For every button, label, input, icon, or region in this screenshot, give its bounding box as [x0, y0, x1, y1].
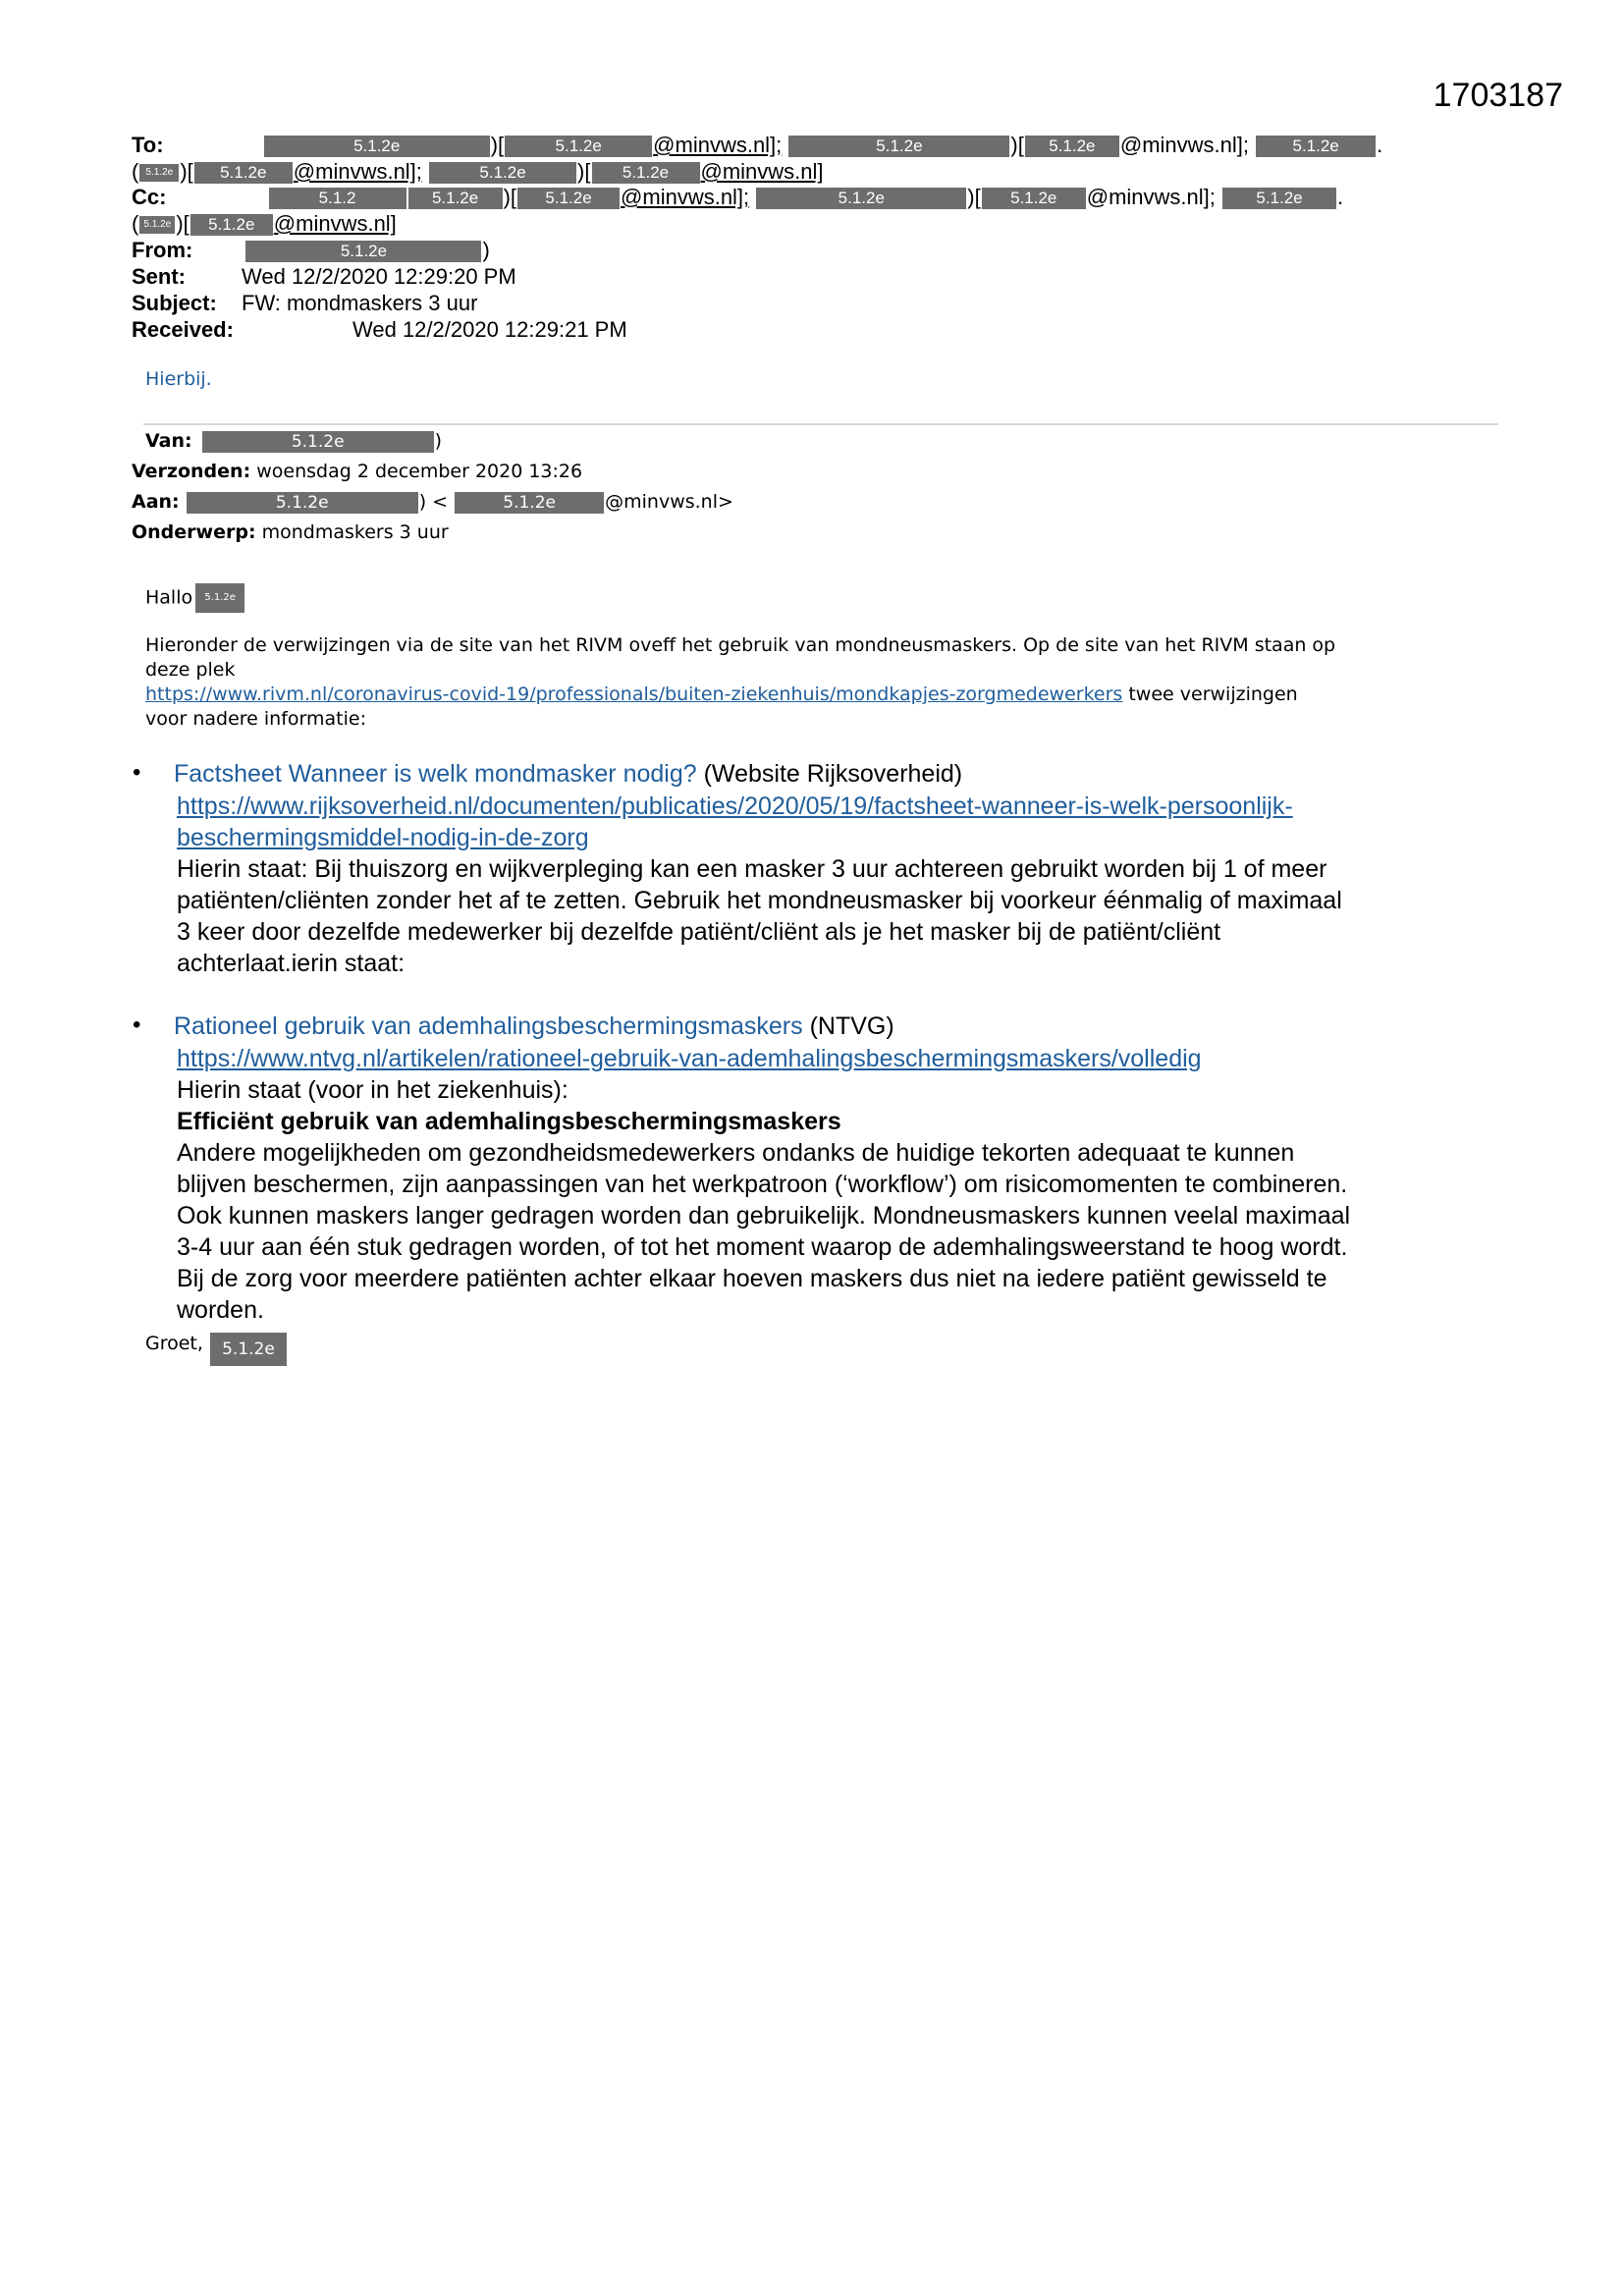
received-label: Received: — [132, 317, 234, 342]
onderwerp-value: mondmaskers 3 uur — [261, 521, 449, 543]
subject-label: Subject: — [132, 291, 217, 315]
intro-text: Hierbij. — [145, 368, 212, 390]
item2-line: blijven beschermen, zijn aanpassingen van het werkpatroon (‘workflow’) om risicomomenten te combineren. — [177, 1171, 1348, 1198]
aan-label: Aan: — [132, 491, 180, 513]
redaction: 5.1.2e — [139, 164, 179, 182]
dot: . — [1337, 185, 1344, 209]
email-domain: @minvws.nl]; — [621, 185, 750, 209]
redaction: 5.1.2e — [455, 492, 604, 514]
separator: )[ — [176, 211, 189, 236]
paren: ( — [132, 159, 139, 184]
cc-label: Cc: — [132, 185, 167, 209]
redaction: 5.1.2e — [210, 1333, 287, 1366]
item1-line: Hierin staat: Bij thuiszorg en wijkverpleging kan een masker 3 uur achtereen gebruikt worden bij 1 of meer — [177, 855, 1327, 883]
greeting-line — [145, 583, 245, 613]
item1-title[interactable]: Factsheet Wanneer is welk mondmasker nodig? — [174, 760, 697, 788]
received-line — [132, 316, 627, 343]
item2-line: Bij de zorg voor meerdere patiënten achter elkaar hoeven maskers dus niet na iedere patiënt gewisseld te — [177, 1265, 1327, 1292]
item2-line: Ook kunnen maskers langer gedragen worden dan gebruikelijk. Mondneusmaskers kunnen veelal maximaal — [177, 1202, 1351, 1230]
paren: ) — [434, 430, 443, 452]
paragraph-text: twee verwijzingen — [1128, 683, 1298, 705]
sent-label: Sent: — [132, 264, 186, 289]
redaction: 5.1.2e — [592, 162, 700, 184]
redaction: 5.1.2e — [264, 136, 490, 157]
redaction: 5.1.2e — [1256, 136, 1376, 157]
redaction: 5.1.2e — [187, 492, 418, 514]
bullet: • — [133, 1011, 141, 1038]
from-line — [132, 237, 490, 263]
redaction: 5.1.2e — [982, 188, 1086, 209]
paragraph-rivm — [145, 633, 1335, 732]
verzonden-label: Verzonden: — [132, 461, 251, 482]
paragraph-line: deze plek — [145, 659, 236, 681]
item1-source: (Website Rijksoverheid) — [703, 760, 963, 788]
verzonden-value: woensdag 2 december 2020 13:26 — [256, 461, 583, 482]
redaction: 5.1.2e — [1025, 136, 1119, 157]
paragraph-line: voor nadere informatie: — [145, 708, 366, 730]
separator: )[ — [577, 159, 591, 184]
paragraph-line: Hieronder de verwijzingen via de site van het RIVM oveff het gebruik van mondneusmaskers. Op de site van het RIVM staan op — [145, 634, 1336, 656]
redaction: 5.1.2e — [190, 214, 273, 236]
redaction: 5.1.2e — [202, 431, 434, 453]
item1-line: 3 keer door dezelfde medewerker bij dezelfde patiënt/cliënt als je het masker bij de patiënt/cliënt — [177, 918, 1221, 946]
redaction: 5.1.2e — [408, 188, 503, 209]
redaction: 5.1.2e — [195, 583, 244, 613]
item2-line: worden. — [177, 1296, 264, 1324]
paren: ( — [132, 211, 139, 236]
subject-value: FW: mondmaskers 3 uur — [242, 291, 478, 315]
van-line — [145, 430, 442, 453]
item1-line: achterlaat.ierin staat: — [177, 950, 406, 977]
dot: . — [1377, 133, 1383, 157]
email-domain: @minvws.nl]; — [1086, 185, 1216, 209]
cc-line-2 — [132, 210, 397, 237]
item2-body — [177, 1043, 1350, 1326]
sent-value: Wed 12/2/2020 12:29:20 PM — [242, 264, 516, 289]
divider — [143, 423, 1498, 425]
separator: )[ — [503, 185, 517, 209]
separator: )[ — [180, 159, 193, 184]
aan-line — [132, 491, 733, 514]
verzonden-line — [132, 461, 582, 482]
closing: Groet, — [145, 1333, 203, 1354]
to-label: To: — [132, 133, 164, 157]
aan-domain: @minvws.nl> — [605, 491, 733, 513]
separator: )[ — [967, 185, 981, 209]
item2-source: (NTVG) — [809, 1012, 894, 1040]
document-number: 1703187 — [1433, 77, 1563, 114]
item1-title-line — [174, 758, 962, 790]
separator: ) < — [418, 491, 449, 513]
onderwerp-label: Onderwerp: — [132, 521, 256, 543]
email-domain: @minvws.nl]; — [293, 159, 422, 184]
separator: )[ — [1010, 133, 1024, 157]
rivm-link[interactable]: https://www.rivm.nl/coronavirus-covid-19/professionals/buiten-ziekenhuis/mondkapjes-zorgmedewerkers — [145, 683, 1123, 705]
greeting: Hallo — [145, 586, 193, 609]
redaction: 5.1.2e — [1222, 188, 1336, 209]
redaction: 5.1.2e — [245, 241, 481, 262]
item2-line: 3-4 uur aan één stuk gedragen worden, of tot het moment waarop de ademhalingsweerstand te hoog wordt. — [177, 1233, 1348, 1261]
redaction: 5.1.2e — [788, 136, 1009, 157]
item2-line: Andere mogelijkheden om gezondheidsmedewerkers ondanks de huidige tekorten adequaat te kunnen — [177, 1139, 1295, 1167]
item2-title-line — [174, 1011, 894, 1042]
redaction: 5.1.2 — [269, 188, 406, 209]
separator: )[ — [490, 133, 505, 157]
closing-line — [145, 1333, 288, 1366]
cc-line-1 — [132, 184, 1343, 210]
to-line-1 — [132, 132, 1382, 158]
email-domain: @minvws.nl]; — [653, 133, 783, 157]
redaction: 5.1.2e — [194, 162, 293, 184]
van-label: Van: — [145, 430, 192, 452]
item2-heading: Efficiënt gebruik van ademhalingsbeschermingsmaskers — [177, 1108, 841, 1135]
item1-body — [177, 791, 1342, 979]
redaction: 5.1.2e — [517, 188, 620, 209]
item2-intro: Hierin staat (voor in het ziekenhuis): — [177, 1076, 568, 1104]
redaction: 5.1.2e — [505, 136, 652, 157]
to-line-2 — [132, 158, 824, 185]
item1-url-line[interactable]: https://www.rijksoverheid.nl/documenten/publicaties/2020/05/19/factsheet-wanneer-is-welk-persoonlijk- — [177, 793, 1293, 820]
email-domain: @minvws.nl] — [273, 211, 397, 236]
bullet: • — [133, 759, 141, 786]
received-value: Wed 12/2/2020 12:29:21 PM — [352, 317, 627, 342]
item2-title[interactable]: Rationeel gebruik van ademhalingsbeschermingsmaskers — [174, 1012, 803, 1040]
email-domain: @minvws.nl] — [700, 159, 824, 184]
item2-url[interactable]: https://www.ntvg.nl/artikelen/rationeel-gebruik-van-ademhalingsbeschermingsmaskers/volledig — [177, 1045, 1202, 1072]
item1-line: patiënten/cliënten zonder het af te zetten. Gebruik het mondneusmasker bij voorkeur éénmalig of maximaal — [177, 887, 1342, 914]
redaction: 5.1.2e — [756, 188, 966, 209]
from-label: From: — [132, 238, 193, 262]
item1-url-line[interactable]: beschermingsmiddel-nodig-in-de-zorg — [177, 824, 589, 851]
redaction: 5.1.2e — [139, 216, 175, 234]
subject-line — [132, 290, 477, 316]
onderwerp-line — [132, 521, 449, 543]
email-domain: @minvws.nl]; — [1119, 133, 1250, 157]
paren: ) — [482, 238, 490, 262]
redaction: 5.1.2e — [429, 162, 576, 184]
sent-line — [132, 263, 516, 290]
